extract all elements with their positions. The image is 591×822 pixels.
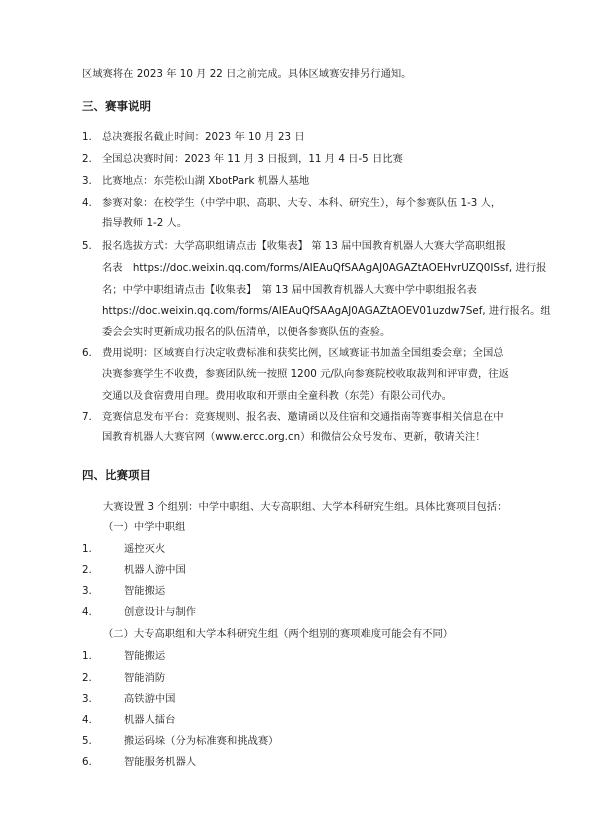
list-number: 4. <box>82 606 92 618</box>
list-text: 创意设计与制作 <box>124 606 197 618</box>
list-number: 1. <box>82 650 92 662</box>
list-number: 6. <box>82 756 92 768</box>
list-item <box>82 585 522 601</box>
list-item <box>82 197 522 213</box>
list-text: 智能服务机器人 <box>124 756 197 768</box>
list-text: 报名选拔方式：大学高职组请点击【收集表】 第 13 届中国教育机器人大赛大学高职组报 <box>102 240 506 252</box>
list-item <box>82 543 522 559</box>
list-text: 高铁游中国 <box>124 693 176 705</box>
list-number: 5. <box>82 240 92 252</box>
list-number: 3. <box>82 693 92 705</box>
list-text-continuation: 决赛参赛学生不收费，参赛团队统一按照 1200 元/队向参赛院校收取裁判和评审费，往返 <box>102 368 509 380</box>
list-text: 竞赛信息发布平台：竞赛规则、报名表、邀请函以及住宿和交通指南等赛事相关信息在中 <box>102 411 504 423</box>
list-text: 智能搬运 <box>124 585 166 597</box>
list-item <box>82 693 522 709</box>
list-item <box>82 756 522 772</box>
list-item <box>82 650 522 666</box>
group-title-college: （二）大专高职组和大学本科研究生组（两个组别的赛项难度可能会有不同） <box>103 628 454 640</box>
group-title-middle-school: （一）中学中职组 <box>103 521 186 533</box>
list-text: 总决赛报名截止时间：2023 年 10 月 23 日 <box>102 131 305 143</box>
list-text: 比赛地点：东莞松山湖 XbotPark 机器人基地 <box>102 175 310 187</box>
list-item <box>82 735 522 751</box>
list-number: 4. <box>82 714 92 726</box>
list-number: 3. <box>82 175 92 187</box>
list-number: 7. <box>82 411 92 423</box>
list-number: 1. <box>82 131 92 143</box>
list-text: 搬运码垛（分为标准赛和挑战赛） <box>124 735 279 747</box>
section-heading-events: 四、比赛项目 <box>82 468 151 482</box>
list-text: 智能消防 <box>124 672 166 684</box>
list-item <box>82 131 522 147</box>
list-text-continuation: https://doc.weixin.qq.com/forms/AIEAuQfSAAgAJ0AGAZtAOEV01uzdw7Sef, 进行报名。组 <box>102 305 551 317</box>
list-item <box>82 411 522 427</box>
list-item <box>82 606 522 622</box>
list-item <box>82 672 522 688</box>
list-text-continuation: 交通以及食宿费用自理。费用收取和开票由全童科教（东莞）有限公司代办。 <box>102 390 453 402</box>
list-number: 2. <box>82 153 92 165</box>
list-number: 3. <box>82 585 92 597</box>
list-number: 2. <box>82 564 92 576</box>
list-text-continuation: 名表 https://doc.weixin.qq.com/forms/AIEAuQfSAAgAJ0AGAZtAOEHvrUZQ0ISsf, 进行报 <box>102 262 547 274</box>
list-text: 费用说明：区域赛自行决定收费标准和获奖比例，区域赛证书加盖全国组委会章；全国总 <box>102 347 504 359</box>
list-number: 6. <box>82 347 92 359</box>
list-number: 4. <box>82 197 92 209</box>
list-text: 遥控灭火 <box>124 543 166 555</box>
list-item <box>82 714 522 730</box>
list-text: 机器人擂台 <box>124 714 176 726</box>
list-number: 2. <box>82 672 92 684</box>
list-text: 全国总决赛时间：2023 年 11 月 3 日报到，11 月 4 日-5 日比赛 <box>102 153 403 165</box>
events-intro: 大赛设置 3 个组别：中学中职组、大专高职组、大学本科研究生组。具体比赛项目包括： <box>103 501 508 513</box>
list-number: 5. <box>82 735 92 747</box>
list-number: 1. <box>82 543 92 555</box>
list-item <box>82 564 522 580</box>
list-item <box>82 153 522 169</box>
list-text-continuation: 名；中学中职组请点击【收集表】 第 13 届中国教育机器人大赛中学中职组报名表 <box>102 284 477 296</box>
list-text: 智能搬运 <box>124 650 166 662</box>
list-item <box>82 240 522 256</box>
list-text: 机器人游中国 <box>124 564 186 576</box>
list-text: 参赛对象：在校学生（中学中职、高职、大专、本科、研究生），每个参赛队伍 1-3 人， <box>102 197 502 209</box>
list-text-continuation: 委会会实时更新成功报名的队伍清单，以便各参赛队伍的查验。 <box>102 326 391 338</box>
list-item <box>82 347 522 363</box>
list-text-continuation: 国教育机器人大赛官网（www.ercc.org.cn）和微信公众号发布、更新，敬请关注！ <box>102 431 486 443</box>
intro-paragraph: 区域赛将在 2023 年 10 月 22 日之前完成。具体区域赛安排另行通知。 <box>82 68 412 80</box>
section-heading-rules: 三、赛事说明 <box>82 99 151 113</box>
list-item <box>82 175 522 191</box>
list-text-continuation: 指导教师 1-2 人。 <box>102 217 188 229</box>
